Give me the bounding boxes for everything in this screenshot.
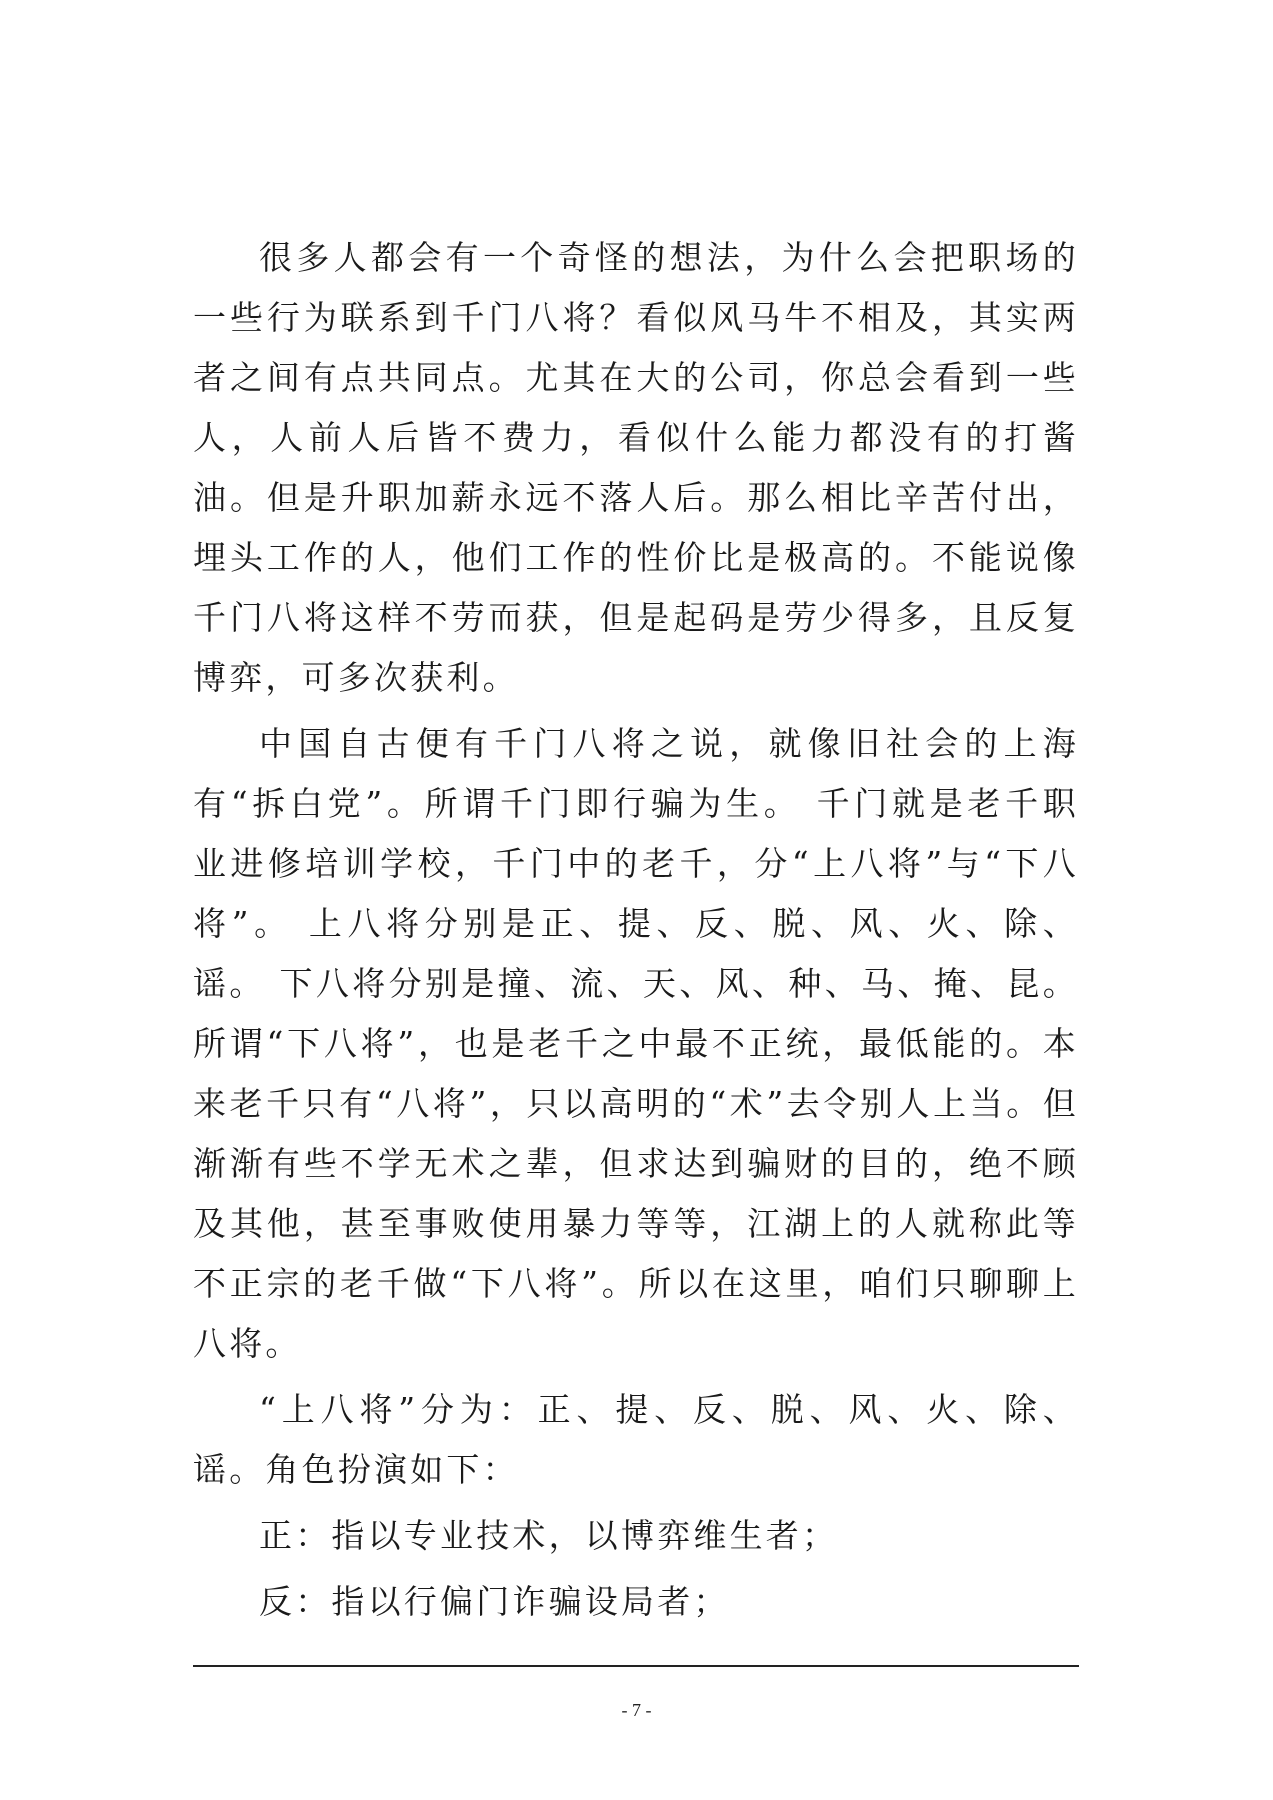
body-text	[193, 228, 1079, 1632]
paragraph-zheng-definition: 正：指以专业技术，以博弈维生者；	[259, 1516, 839, 1555]
paragraph-qianmen-history: 中国自古便有千门八将之说，就像旧社会的上海有“拆白党”。所谓千门即行骗为生。 千门就是老千职业进修培训学校，千门中的老千，分“上八将”与“下八将”。 上八将分别是正、提、反、脱、风、火、除、谣。 下八将分别是撞、流、天、风、种、马、掩、昆。所谓“下八将”，也是老千之中最不正统，最低能的。本来老千只有“八将”，只以高明的“术”去令别人上当。但渐渐有些不学无术之辈，但求达到骗财的目的，绝不顾及其他，甚至事败使用暴力等等，江湖上的人就称此等不正宗的老千做“下八将”。所以在这里，咱们只聊聊上八将。	[193, 724, 1079, 1363]
paragraph-fan-definition: 反：指以行偏门诈骗设局者；	[259, 1582, 730, 1621]
paragraph-upper-eight-generals: “上八将”分为：正、提、反、脱、风、火、除、谣。角色扮演如下：	[193, 1390, 1079, 1489]
paragraph-workplace-intro: 很多人都会有一个奇怪的想法，为什么会把职场的一些行为联系到千门八将？看似风马牛不相及，其实两者之间有点共同点。尤其在大的公司，你总会看到一些人，人前人后皆不费力，看似什么能力都没有的打酱油。但是升职加薪永远不落人后。那么相比辛苦付出，埋头工作的人，他们工作的性价比是极高的。不能说像千门八将这样不劳而获，但是起码是劳少得多，且反复博弈，可多次获利。	[193, 238, 1079, 697]
footer-divider	[193, 1665, 1079, 1667]
page-number: - 7 -	[621, 1700, 652, 1720]
